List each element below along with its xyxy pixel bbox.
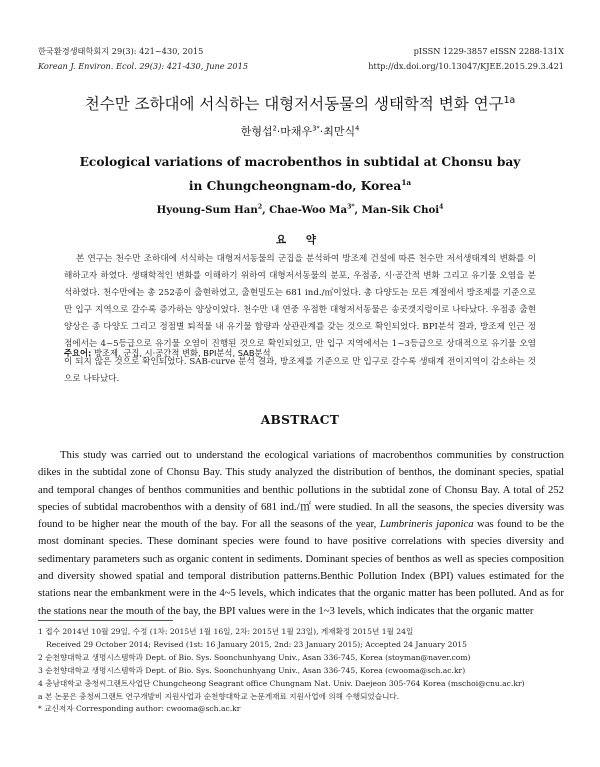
issn-doi-block xyxy=(368,44,564,74)
author-separator: · xyxy=(319,125,324,138)
journal-name-kr: 한국환경생태학회지 29(3): 421~430, 2015 xyxy=(38,46,204,56)
footnote-corresponding-author: * 교신저자 Corresponding author: cwooma@sch.ac.kr xyxy=(38,704,241,714)
abstract-heading: ABSTRACT xyxy=(260,413,340,427)
abstract-text-part-2: was found to be the most dominant species. These dominant species were found to have positive correlations with species diversity and sedimentary parameters such as organic content in sediments. Dominant species of benthos as well as species composition and diversity showed spatial and temporal distribution patterns.Benthic Pollution Index (BPI) values estimated for the stations near the embankment were in the 4~5 levels, which indicates that the organic matter has been polluted. And as for the stations near the mouth of the bay, the BPI values were in the 1~3 levels, which indicates that the organic matter xyxy=(38,518,564,617)
footnote-received-en: Received 29 October 2014; Revised (1st: 16 January 2015, 2nd: 23 January 2015); Accepted 24 January 2015 xyxy=(46,639,467,649)
species-name: Lumbrineris japonica xyxy=(379,518,474,531)
footnote-divider xyxy=(38,620,173,621)
author-affiliation-mark: 4 xyxy=(439,203,444,211)
korean-title-footnote-mark: 1a xyxy=(503,94,516,106)
journal-name-en: Korean J. Environ. Ecol. 29(3): 421-430, June 2015 xyxy=(38,61,249,71)
korean-title-text: 천수만 조하대에 서식하는 대형저서동물의 생태학적 변화 연구 xyxy=(84,95,504,113)
korean-authors xyxy=(0,123,600,139)
author-affiliation-mark: 3* xyxy=(312,124,320,133)
footnote-affiliation-2: 2 순천향대학교 생명시스템학과 Dept. of Bio. Sys. Soonchunhyang Univ., Asan 336-745, Korea (stoyman@naver.com) xyxy=(38,652,471,662)
author-name-en: Chae-Woo Ma xyxy=(269,204,348,216)
footnote-received-kr: 1 접수 2014년 10월 29일, 수정 (1차: 2015년 1월 16일, 2차: 2015년 1월 23일), 게재확정 2015년 1월 24일 xyxy=(38,627,414,636)
footnote-affiliation-4: 4 충남대학교 충청씨그랜트사업단 Chungcheong Seagrant office Chungnam Nat. Univ. Daejeon 305-764 Korea (mschoi@cnu.ac.kr) xyxy=(38,678,525,688)
journal-citation xyxy=(38,44,248,74)
english-title xyxy=(0,150,600,198)
issn-line: pISSN 1229-3857 eISSN 2288-131X xyxy=(413,46,564,56)
abstract-text-part-1: This study was carried out to understand the ecological variations of macrobenthos communities by construction dikes in the subtidal zone of Chonsu Bay. This study analyzed the distribution of benthos, the dominant species, spatial and temporal changes of benthos communities and benthic pollutions in the subtidal zone of Chonsu Bay. A total of 252 species of subtidal macrobenthos with a density of 681 ind./㎡ were studied. In all the seasons, the species diversity was found to be higher near the mouth of the bay. For all the seasons of the year, xyxy=(38,449,564,531)
korean-summary-text: 본 연구는 천수만 조하대에 서식하는 대형저서동물의 군집을 분석하여 방조제 건설에 따른 천수만 저서생태계의 변화를 이해하고자 하였다. 생태학적인 변화를 이해하기 위하여 대형저서동물의 분포, 우점종, 시·공간적 변화 그리고 유기물 오염을 분석하였다. 천수만에는 총 252종이 출현하였고, 출현밀도는 681 ind./㎡이었다. 총 다양도는 모든 계절에서 방조제를 기준으로 만 입구 지역으로 갈수록 증가하는 양상이었다. 천수만 내 연중 우점한 대형저서동물은 송곳갯지렁이로 나타났다. 우점종 출현양상은 종 다양도 그리고 정점별 퇴적물 내 유기물 함량과 상관관계를 갖는 것으로 확인되었다. BPI분석 결과, 방조제 인근 정점에서는 4~5등급으로 유기물 오염이 진행된 것으로 확인되었고, 만 입구 지역에서는 1~3등급으로 상대적으로 유기물 오염이 되지 않은 것으로 확인되었다. SAB-curve 분석 결과, 방조제를 기준으로 만 입구로 갈수록 생태계 전이지역이 감소하는 것으로 나타났다. xyxy=(64,254,536,384)
doi-link[interactable]: http://dx.doi.org/10.13047/KJEE.2015.29.3.421 xyxy=(368,61,564,71)
author-name-kr: 마채우 xyxy=(280,125,313,138)
footnote-funding: a 본 논문은 충청씨그랜트 연구개발비 지원사업과 순천향대학교 논문게재료 지원사업에 의해 수행되었습니다. xyxy=(38,691,400,701)
english-title-line-2: in Chungcheongnam-do, Korea xyxy=(188,179,402,193)
author-separator: , xyxy=(354,204,362,216)
keywords-label: 주요어: xyxy=(64,348,92,358)
english-title-footnote-mark: 1a xyxy=(401,177,412,187)
abstract-text xyxy=(38,447,564,620)
author-name-en: Man-Sik Choi xyxy=(361,204,440,216)
author-affiliation-mark: 2 xyxy=(272,124,277,133)
english-authors xyxy=(0,204,600,216)
author-name-en: Hyoung-Sum Han xyxy=(156,204,258,216)
author-name-kr: 최만식 xyxy=(323,125,356,138)
keywords-text: 방조제, 군집, 시·공간적 변화, BPI분석, SAB분석 xyxy=(94,348,271,358)
keywords-line xyxy=(64,347,544,359)
korean-title xyxy=(0,92,600,114)
author-affiliation-mark: 3* xyxy=(347,203,355,211)
footnotes xyxy=(38,626,568,716)
author-separator: · xyxy=(276,125,281,138)
author-affiliation-mark: 4 xyxy=(355,124,360,133)
korean-summary-heading: 요 약 xyxy=(276,234,324,246)
footnote-affiliation-3: 3 순천향대학교 생명시스템학과 Dept. of Bio. Sys. Soonchunhyang Univ., Asan 336-745, Korea (cwooma@sch.ac.kr) xyxy=(38,665,466,675)
author-separator: , xyxy=(262,204,270,216)
author-affiliation-mark: 2 xyxy=(257,203,263,211)
english-title-line-1: Ecological variations of macrobenthos in subtidal at Chonsu bay xyxy=(79,155,521,169)
author-name-kr: 한형섭 xyxy=(240,125,273,138)
